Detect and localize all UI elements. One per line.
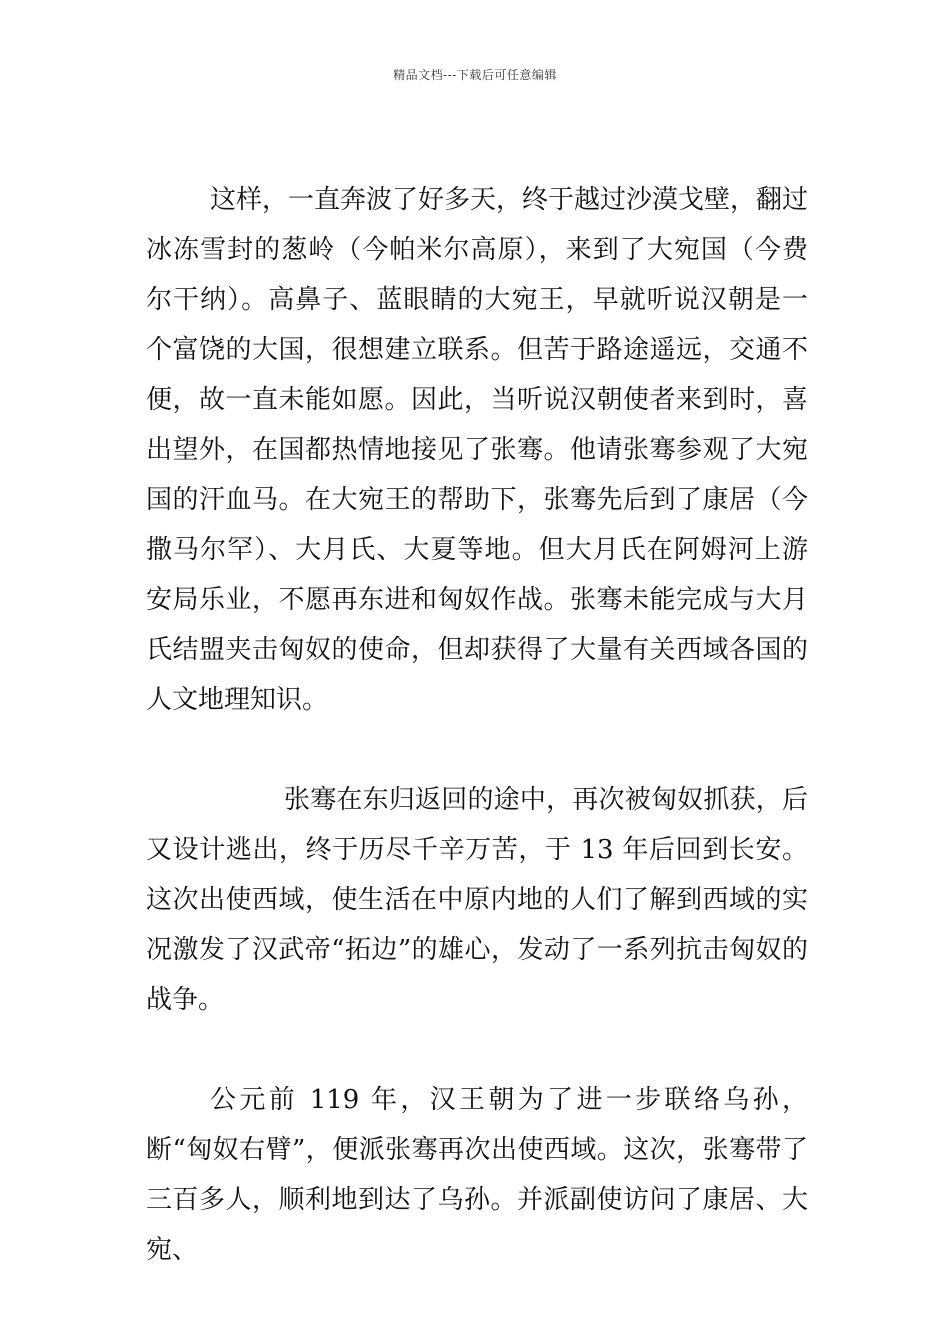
paragraph-3: 公元前 119 年，汉王朝为了进一步联络乌孙，断“匈奴右臂”，便派张骞再次出使西域。这次，张骞带了三百多人，顺利地到达了乌孙。并派副使访问了康居、大宛、 xyxy=(146,1085,808,1265)
page-header: 精品文档---下载后可任意编辑 xyxy=(393,68,557,82)
paragraph-1: 这样，一直奔波了好多天，终于越过沙漠戈壁，翻过冰冻雪封的葱岭（今帕米尔高原），来到了大宛国（今费尔干纳）。高鼻子、蓝眼睛的大宛王，早就听说汉朝是一个富饶的大国，很想建立联系。但苦于路途遥远，交通不便，故一直未能如愿。因此，当听说汉朝使者来到时，喜出望外，在国都热情地接见了张骞。他请张骞参观了大宛国的汗血马。在大宛王的帮助下，张骞先后到了康居（今撒马尔罕）、大月氏、大夏等地。但大月氏在阿姆河上游安局乐业，不愿再东进和匈奴作战。张骞未能完成与大月氏结盟夹击匈奴的使命，但却获得了大量有关西域各国的人文地理知识。 xyxy=(146,185,809,715)
paragraph-2: 张骞在东归返回的途中，再次被匈奴抓获，后又设计逃出，终于历尽千辛万苦，于 13 年后回到长安。这次出使西域，使生活在中原内地的人们了解到西域的实况激发了汉武帝“拓边”的雄心，发动了一系列抗击匈奴的战争。 xyxy=(146,785,808,1015)
